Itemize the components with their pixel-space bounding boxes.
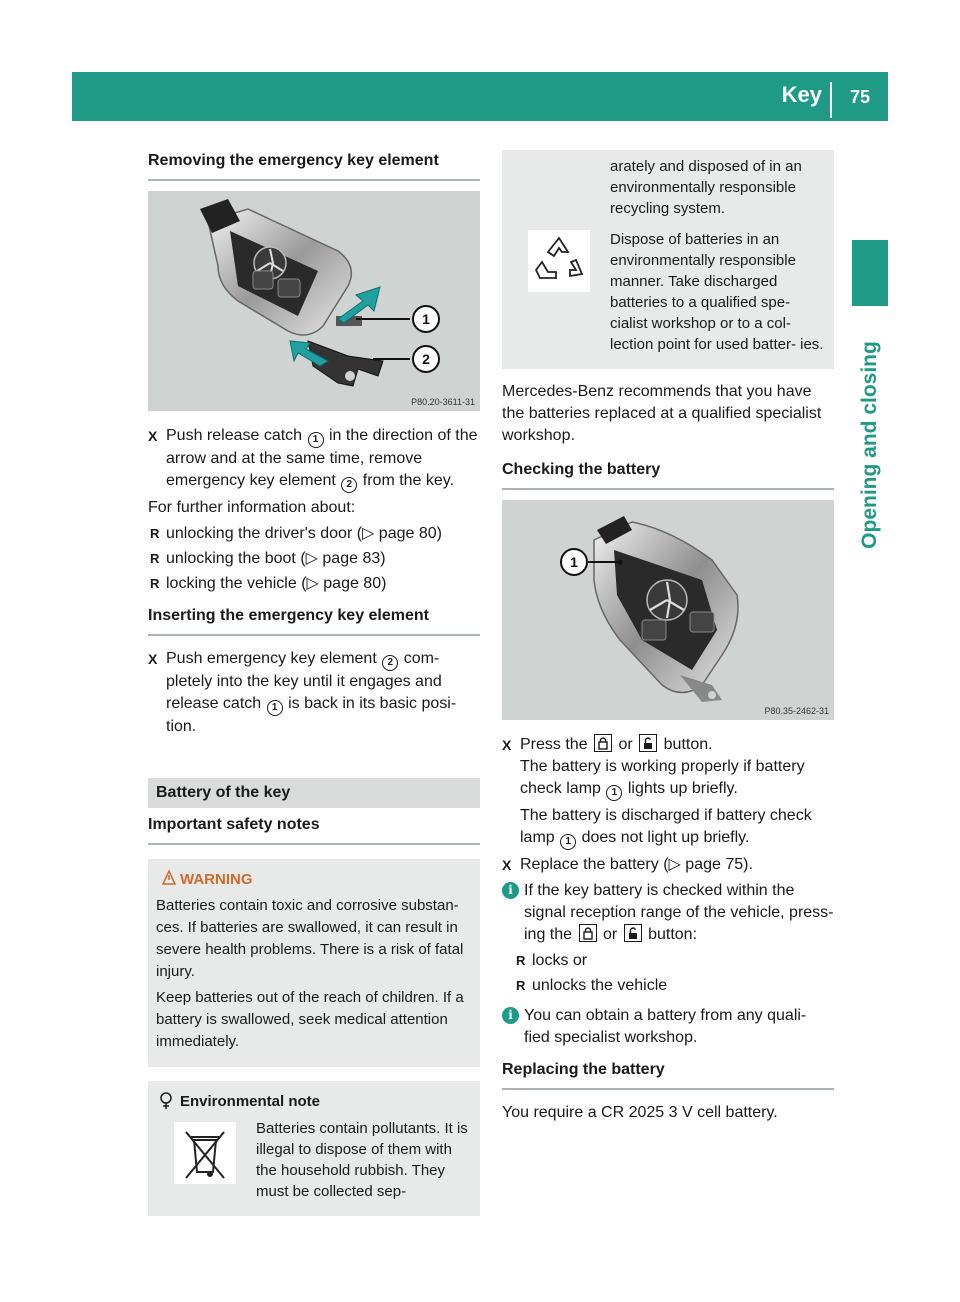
step-text: The battery is working properly if battery check lamp [520, 758, 805, 797]
warning-triangle-icon [162, 870, 176, 886]
list-item [148, 548, 480, 570]
info-text: If the key battery is checked within the signal reception range of the vehicle, press- ing the [524, 882, 834, 943]
env-note-title-text: Environmental note [180, 1093, 321, 1110]
header-section-title: Key [781, 82, 822, 107]
figure-key-emergency-removal [148, 191, 480, 411]
environmental-note-box [148, 1081, 480, 1216]
callout-1-icon: 1 [267, 700, 283, 716]
replacing-text: You require a CR 2025 3 V cell battery. [502, 1104, 778, 1121]
figure-key-battery-check [502, 500, 834, 720]
callout-2-label: 2 [422, 351, 430, 367]
env-note-paragraph-cont: arately and disposed of in an environmentally responsible recycling system. [610, 158, 802, 217]
step-text: in the direction of the arrow and at the same time, remove emergency key element [166, 427, 478, 489]
link-text: locking the vehicle (▷ page 80) [166, 575, 387, 592]
env-note-row [510, 156, 826, 355]
list-item [514, 975, 834, 997]
step-text: com- pletely into the key until it engages and release catch [166, 650, 442, 712]
further-info-label: For further information about: [148, 499, 356, 516]
heading-safety-notes: Important safety notes [148, 814, 480, 845]
heading-inserting: Inserting the emergency key element [148, 605, 480, 636]
crossed-bin-icon [174, 1122, 236, 1184]
step-text: Push emergency key element [166, 650, 377, 667]
bullet-icon: R [150, 551, 160, 566]
warning-paragraph-2: Keep batteries out of the reach of children. If a battery is swallowed, seek medical attention immediately. [156, 989, 464, 1050]
step-text: Press the [520, 736, 588, 753]
callout-1-icon: 1 [606, 785, 622, 801]
bullet-icon: R [516, 953, 526, 968]
callout-1-label: 1 [422, 311, 430, 327]
lightbulb-icon [158, 1092, 174, 1110]
env-note-paragraph: Batteries contain pollutants. It is illegal to dispose of them with the household rubbish. They must be collected sep- [256, 1120, 468, 1200]
key-removal-illustration [148, 191, 480, 411]
warning-title [156, 869, 472, 891]
step-marker-icon: X [148, 651, 158, 667]
list-item [148, 523, 480, 545]
header-divider [830, 82, 832, 118]
info-text: You can obtain a battery from any quali- fied specialist workshop. [524, 1007, 807, 1046]
link-text: unlocking the boot (▷ page 83) [166, 550, 386, 567]
figure-code: P80.35-2462-31 [764, 706, 829, 716]
info-note-obtain-battery [502, 1005, 834, 1049]
bullet-icon: R [516, 978, 526, 993]
figure-code: P80.20-3611-31 [411, 397, 475, 407]
env-note-row [156, 1118, 472, 1202]
link-text: unlocking the driver's door (▷ page 80) [166, 525, 442, 542]
key-battery-check-illustration [502, 500, 834, 720]
section-title: Battery of the key [156, 784, 291, 801]
callout-2-icon: 2 [341, 477, 357, 493]
env-note-title [156, 1091, 472, 1112]
bullet-icon: R [150, 526, 160, 541]
side-tab-marker [852, 240, 888, 306]
recycling-icon [528, 230, 590, 292]
info-icon: i [502, 1007, 519, 1024]
step-text: Push release catch [166, 427, 303, 444]
heading-checking-battery: Checking the battery [502, 459, 834, 490]
page-number: 75 [849, 87, 870, 107]
step-text: or [618, 736, 633, 753]
callout-1-icon: 1 [560, 834, 576, 850]
step-text: does not light up briefly. [581, 829, 750, 846]
step-text: button. [663, 736, 713, 753]
step-replace-battery [502, 854, 834, 876]
warning-title-text: WARNING [180, 871, 253, 888]
step-text: Replace the battery (▷ page 75). [520, 856, 753, 873]
unlock-button-icon [639, 734, 657, 752]
info-note-signal-range [502, 880, 834, 946]
lock-button-icon [579, 924, 597, 942]
callout-2-icon: 2 [382, 655, 398, 671]
step-insert-key [148, 648, 480, 738]
list-text: locks or [532, 952, 588, 969]
callout-1-label: 1 [570, 554, 578, 570]
recommendation-text: Mercedes-Benz recommends that you have the batteries replaced at a qualified specialist workshop. [502, 383, 822, 444]
info-icon: i [502, 882, 519, 899]
step-text: The battery is discharged if battery check lamp [520, 807, 812, 846]
left-column [148, 150, 480, 1216]
warning-paragraph-1: Batteries contain toxic and corrosive substan- ces. If batteries are swallowed, it can result in severe health problems. There is a risk of fatal injury. [156, 897, 464, 980]
warning-box [148, 859, 480, 1067]
info-text: button: [648, 926, 698, 943]
step-text: from the key. [362, 472, 455, 489]
step-press-button [502, 734, 834, 850]
step-marker-icon: X [148, 428, 158, 444]
env-note-paragraph-2: Dispose of batteries in an environmentally responsible manner. Take discharged batteries to a qualified spe- cialist workshop or to a col- lection point for used batter- ies. [610, 231, 824, 353]
section-battery-of-key [148, 778, 480, 808]
info-text: or [602, 926, 618, 943]
list-item [148, 573, 480, 595]
unlock-button-icon [624, 924, 642, 942]
heading-removing: Removing the emergency key element [148, 150, 480, 181]
step-text: is back in its basic posi- tion. [166, 695, 457, 735]
list-text: unlocks the vehicle [532, 977, 668, 994]
heading-replacing-battery: Replacing the battery [502, 1059, 834, 1090]
step-marker-icon: X [502, 857, 512, 873]
step-remove-key [148, 425, 480, 493]
callout-1-icon: 1 [308, 432, 324, 448]
side-tab-label: Opening and closing [858, 341, 881, 549]
lock-button-icon [594, 734, 612, 752]
list-item [514, 950, 834, 972]
right-column [502, 150, 834, 1128]
bullet-icon: R [150, 576, 160, 591]
header-bar [72, 72, 888, 121]
environmental-note-continued [502, 150, 834, 369]
step-text: lights up briefly. [627, 780, 738, 797]
step-marker-icon: X [502, 737, 512, 753]
